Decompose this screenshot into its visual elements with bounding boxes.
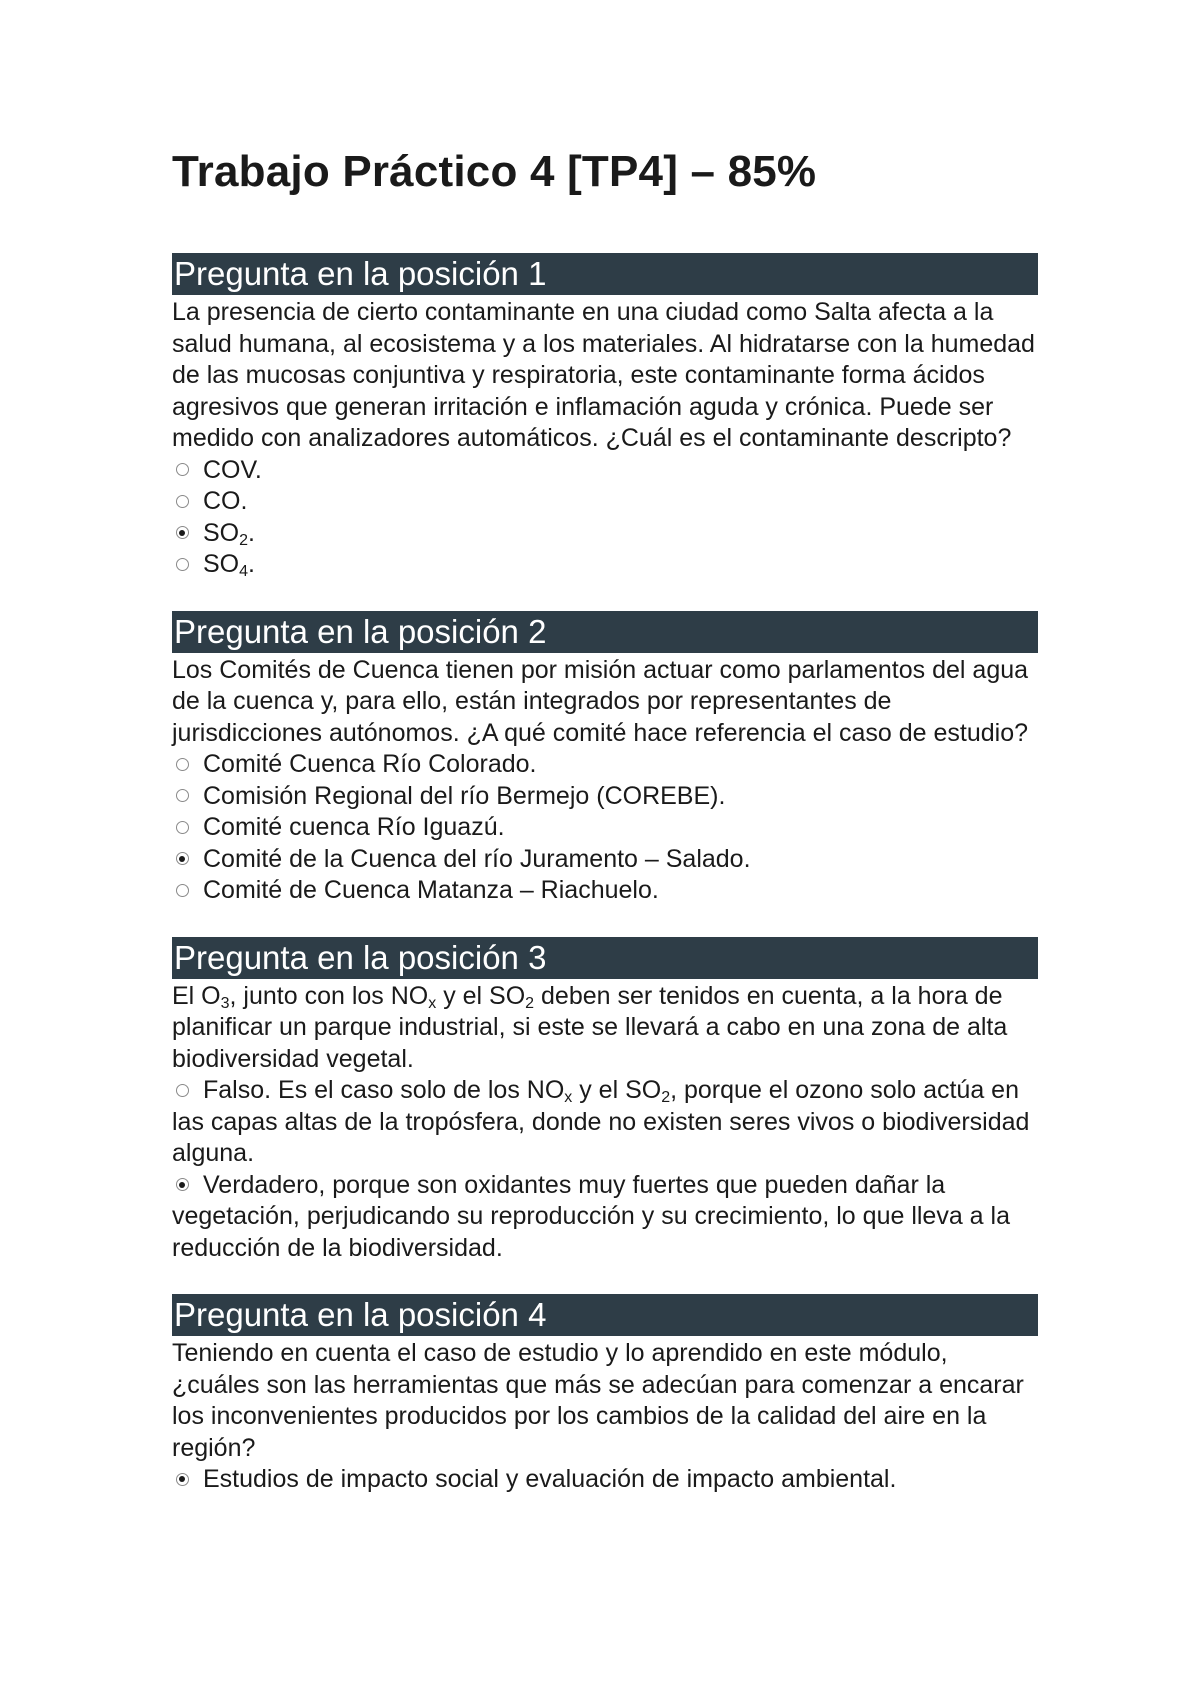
formula-subscript: x	[564, 1089, 573, 1106]
page-title: Trabajo Práctico 4 [TP4] – 85%	[172, 147, 817, 196]
question-header: Pregunta en la posición 4	[172, 1294, 1038, 1336]
radio-unselected-icon[interactable]	[176, 558, 189, 571]
radio-unselected-icon[interactable]	[176, 821, 189, 834]
answer-options	[172, 749, 1038, 907]
text-part: Falso. Es el caso solo de los NO	[203, 1076, 565, 1104]
question-text: La presencia de cierto contaminante en una ciudad como Salta afecta a la salud humana, al ecosistema y a los materiales. Al hidratarse con la humedad de las mucosas conjuntiva y respiratoria, este contaminante forma ácidos agresivos que generan irritación e inflamación aguda y crónica. Puede ser medido con analizadores automáticos. ¿Cuál es el contaminante descripto?	[172, 298, 1035, 452]
radio-unselected-icon[interactable]	[176, 789, 189, 802]
radio-selected-icon[interactable]	[176, 526, 189, 539]
formula-subscript: 2	[525, 994, 535, 1012]
question-1	[172, 253, 1038, 581]
answer-option[interactable]	[172, 455, 1038, 487]
option-label: Verdadero, porque son oxidantes muy fuertes que pueden dañar la vegetación, perjudicando su reproducción y su crecimiento, lo que lleva a la reducción de la biodiversidad.	[172, 1170, 1010, 1262]
question-text	[172, 981, 1038, 1076]
radio-unselected-icon[interactable]	[176, 758, 189, 771]
formula-end: .	[248, 518, 255, 547]
formula-subscript: 2	[239, 531, 249, 549]
document-page	[172, 142, 1038, 1526]
answer-option[interactable]	[172, 844, 1038, 876]
answer-option[interactable]	[172, 1170, 1038, 1265]
answer-options	[172, 1075, 1038, 1264]
answer-option[interactable]	[172, 781, 1038, 813]
text-part: , junto con los NO	[229, 981, 429, 1010]
text-part: y el SO	[572, 1076, 662, 1104]
option-label: Comité cuenca Río Iguazú.	[203, 813, 505, 841]
option-label	[203, 550, 255, 578]
answer-option[interactable]	[172, 1075, 1038, 1170]
answer-options	[172, 455, 1038, 581]
text-part: El O	[172, 981, 221, 1010]
radio-unselected-icon[interactable]	[176, 495, 189, 508]
radio-selected-icon[interactable]	[176, 1473, 189, 1486]
question-4	[172, 1294, 1038, 1496]
answer-option[interactable]	[172, 486, 1038, 518]
option-label: COV.	[203, 455, 262, 484]
question-text: Teniendo en cuenta el caso de estudio y lo aprendido en este módulo, ¿cuáles son las herramientas que más se adecúan para comenzar a encarar los inconvenientes producidos por los cambios de la calidad del aire en la región?	[172, 1339, 1024, 1462]
formula-text: SO	[203, 550, 240, 578]
formula-text: SO	[203, 518, 240, 547]
option-label: Comité de Cuenca Matanza – Riachuelo.	[203, 876, 659, 904]
option-label: Comité Cuenca Río Colorado.	[203, 750, 537, 778]
question-text: Los Comités de Cuenca tienen por misión actuar como parlamentos del agua de la cuenca y, para ello, están integrados por representantes de jurisdicciones autónomos. ¿A qué comité hace referencia el caso de estudio?	[172, 655, 1029, 747]
text-part: y el SO	[436, 981, 526, 1010]
answer-option[interactable]	[172, 518, 1038, 550]
question-header: Pregunta en la posición 2	[172, 611, 1038, 653]
formula-subscript: 2	[661, 1089, 671, 1106]
answer-option[interactable]	[172, 875, 1038, 907]
option-label	[203, 519, 255, 547]
answer-options	[172, 1464, 1038, 1496]
radio-selected-icon[interactable]	[176, 1178, 189, 1191]
option-label: Estudios de impacto social y evaluación de impacto ambiental.	[203, 1465, 897, 1493]
question-2	[172, 611, 1038, 907]
question-header: Pregunta en la posición 3	[172, 937, 1038, 979]
radio-selected-icon[interactable]	[176, 852, 189, 865]
answer-option[interactable]	[172, 549, 1038, 581]
formula-subscript: x	[428, 994, 437, 1012]
radio-unselected-icon[interactable]	[176, 463, 189, 476]
formula-subscript: 3	[220, 994, 230, 1012]
answer-option[interactable]	[172, 749, 1038, 781]
radio-unselected-icon[interactable]	[176, 1084, 189, 1097]
option-label: CO.	[203, 487, 248, 515]
option-label: Comité de la Cuenca del río Juramento – Salado.	[203, 844, 751, 873]
question-header: Pregunta en la posición 1	[172, 253, 1038, 295]
formula-end: .	[248, 550, 255, 578]
text-part: , porque el ozono solo actúa en las capas altas de la tropósfera, donde no existen seres vivos o biodiversidad alguna.	[172, 1076, 1030, 1167]
radio-unselected-icon[interactable]	[176, 884, 189, 897]
question-3	[172, 937, 1038, 1265]
answer-option[interactable]	[172, 812, 1038, 844]
text-part: deben ser tenidos en cuenta, a la hora de planificar un parque industrial, si este se llevará a cabo en una zona de alta biodiversidad vegetal.	[172, 981, 1008, 1073]
formula-subscript: 4	[239, 563, 249, 580]
option-label: Comisión Regional del río Bermejo (COREBE).	[203, 781, 726, 810]
answer-option[interactable]	[172, 1464, 1038, 1496]
option-label	[172, 1076, 1029, 1167]
